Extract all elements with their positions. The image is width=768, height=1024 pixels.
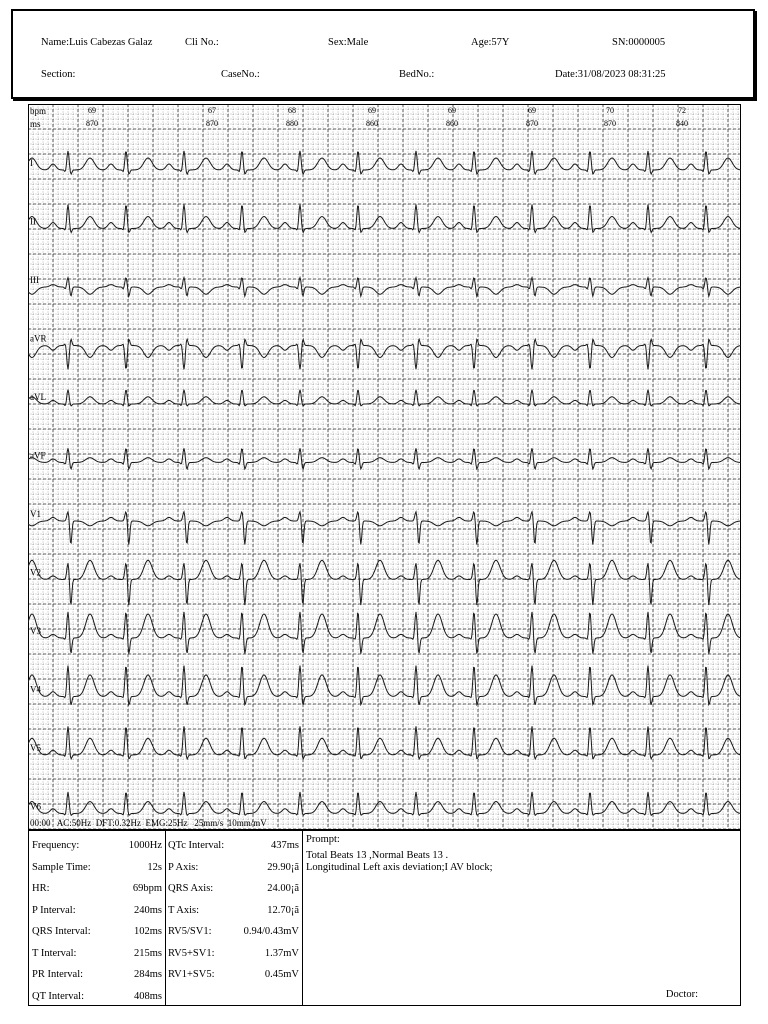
measurement-label: Frequency: [32, 840, 80, 851]
beat-interval: 860 [366, 119, 378, 128]
beat-interval: 870 [526, 119, 538, 128]
patient-age: Age:57Y [471, 37, 510, 48]
lead-trace-v1 [28, 512, 741, 545]
measurement-row [168, 862, 299, 882]
measurement-row [32, 840, 162, 860]
measurement-value: 102ms [133, 926, 162, 937]
measurement-value: 0.94/0.43mV [243, 926, 299, 937]
measurement-label: T Interval: [32, 947, 77, 959]
measurement-value: 29.90¡ã [267, 861, 299, 873]
measurement-row [32, 926, 162, 946]
recording-settings: 00:00 AC:50Hz DFT:0.32Hz EMG:25Hz 25mm/s 10mm/mV [30, 818, 267, 828]
beat-interval: 870 [604, 119, 616, 128]
prompt-panel [302, 831, 740, 1005]
record-date: Date:31/08/2023 08:31:25 [555, 69, 666, 80]
interval-unit-label: ms [30, 119, 41, 129]
measurement-label: QRS Interval: [32, 926, 91, 937]
measurement-label: P Axis: [168, 861, 199, 873]
measurement-label: QT Interval: [32, 990, 84, 1002]
measurement-row [168, 840, 299, 860]
lead-label: III [30, 275, 39, 285]
patient-sex: Sex:Male [328, 37, 369, 48]
prompt-line-2: Longitudinal Left axis deviation;I AV block; [306, 862, 493, 873]
bed-number: BedNo.: [399, 69, 435, 80]
patient-header [11, 9, 755, 99]
measurement-row [32, 905, 162, 925]
measurement-label: Sample Time: [32, 861, 91, 873]
lead-trace-v2 [28, 560, 741, 605]
lead-trace-v3 [28, 612, 741, 654]
measurement-label: PR Interval: [32, 969, 84, 980]
beat-rate: 70 [606, 106, 614, 115]
beat-rate: 67 [208, 106, 216, 115]
beat-rate: 69 [528, 106, 536, 115]
prompt-title: Prompt: [306, 834, 340, 845]
lead-label: aVL [30, 392, 46, 402]
lead-label: II [30, 216, 36, 227]
measurement-value: 240ms [133, 904, 162, 916]
beat-rate: 69 [448, 106, 456, 115]
beat-rate: 68 [288, 106, 296, 115]
measurements-panel [28, 830, 741, 1006]
measurement-row [32, 862, 162, 882]
measurement-value: 24.00¡ã [267, 883, 299, 894]
measurement-row [32, 883, 162, 903]
measurement-row [32, 948, 162, 968]
case-number: CaseNo.: [221, 69, 260, 80]
measurement-value: 284ms [133, 969, 162, 980]
measurement-value: 1000Hz [128, 840, 162, 851]
lead-label: aVF [30, 450, 46, 461]
measurement-value: 408ms [133, 990, 162, 1002]
measurement-value: 1.37mV [264, 947, 299, 959]
measurement-row [168, 926, 299, 946]
rate-unit-label: bpm [30, 106, 47, 116]
beat-interval: 870 [86, 119, 98, 128]
measurements-right [165, 831, 303, 1005]
beat-interval: 860 [446, 119, 458, 128]
lead-label: V1 [30, 509, 41, 519]
beat-rate: 69 [88, 106, 96, 115]
measurement-label: RV1+SV5: [168, 969, 215, 980]
lead-label: aVR [30, 333, 47, 344]
clinic-number: Cli No.: [185, 37, 219, 48]
lead-label: V4 [30, 684, 41, 695]
beat-rate: 69 [368, 106, 376, 115]
beat-interval: 870 [206, 119, 218, 128]
lead-label: I [30, 158, 33, 168]
ecg-major-grid [28, 104, 741, 830]
measurement-value: 215ms [133, 947, 162, 959]
ecg-border [29, 105, 741, 830]
beat-interval: 840 [676, 119, 688, 128]
ecg-strip [28, 104, 741, 830]
measurement-value: 0.45mV [264, 969, 299, 980]
measurement-label: P Interval: [32, 904, 76, 916]
serial-number: SN:0000005 [612, 37, 666, 48]
measurement-row [32, 991, 162, 1011]
ecg-minor-grid [28, 104, 741, 830]
measurement-value: 437ms [270, 840, 299, 851]
measurement-value: 12s [147, 861, 162, 873]
lead-label: V6 [30, 801, 41, 812]
measurement-label: RV5/SV1: [168, 926, 212, 937]
measurement-value: 69bpm [132, 883, 162, 894]
measurement-label: HR: [32, 883, 50, 894]
prompt-line-1: Total Beats 13 ,Normal Beats 13 . [306, 850, 449, 861]
patient-name: Name:Luis Cabezas Galaz [41, 37, 153, 48]
lead-trace-avl [28, 390, 741, 406]
lead-label: V3 [30, 626, 41, 636]
measurement-row [168, 969, 299, 989]
measurement-row [168, 948, 299, 968]
beat-rate: 72 [678, 106, 686, 115]
measurement-row [32, 969, 162, 989]
lead-trace-avf [28, 448, 741, 469]
doctor-label: Doctor: [665, 989, 698, 1000]
measurement-row [168, 883, 299, 903]
lead-label: V5 [30, 743, 41, 753]
measurement-row [168, 905, 299, 925]
measurement-label: T Axis: [168, 904, 200, 916]
measurements-left [29, 831, 166, 1005]
beat-interval: 880 [286, 119, 298, 128]
section-field: Section: [41, 69, 76, 80]
measurement-label: QTc Interval: [168, 840, 225, 851]
ecg-chart [28, 104, 741, 830]
lead-label: V2 [30, 567, 41, 578]
lead-trace-iii [28, 278, 741, 297]
measurement-label: RV5+SV1: [168, 947, 215, 959]
measurement-value: 12.70¡ã [267, 904, 299, 916]
measurement-label: QRS Axis: [168, 883, 214, 894]
